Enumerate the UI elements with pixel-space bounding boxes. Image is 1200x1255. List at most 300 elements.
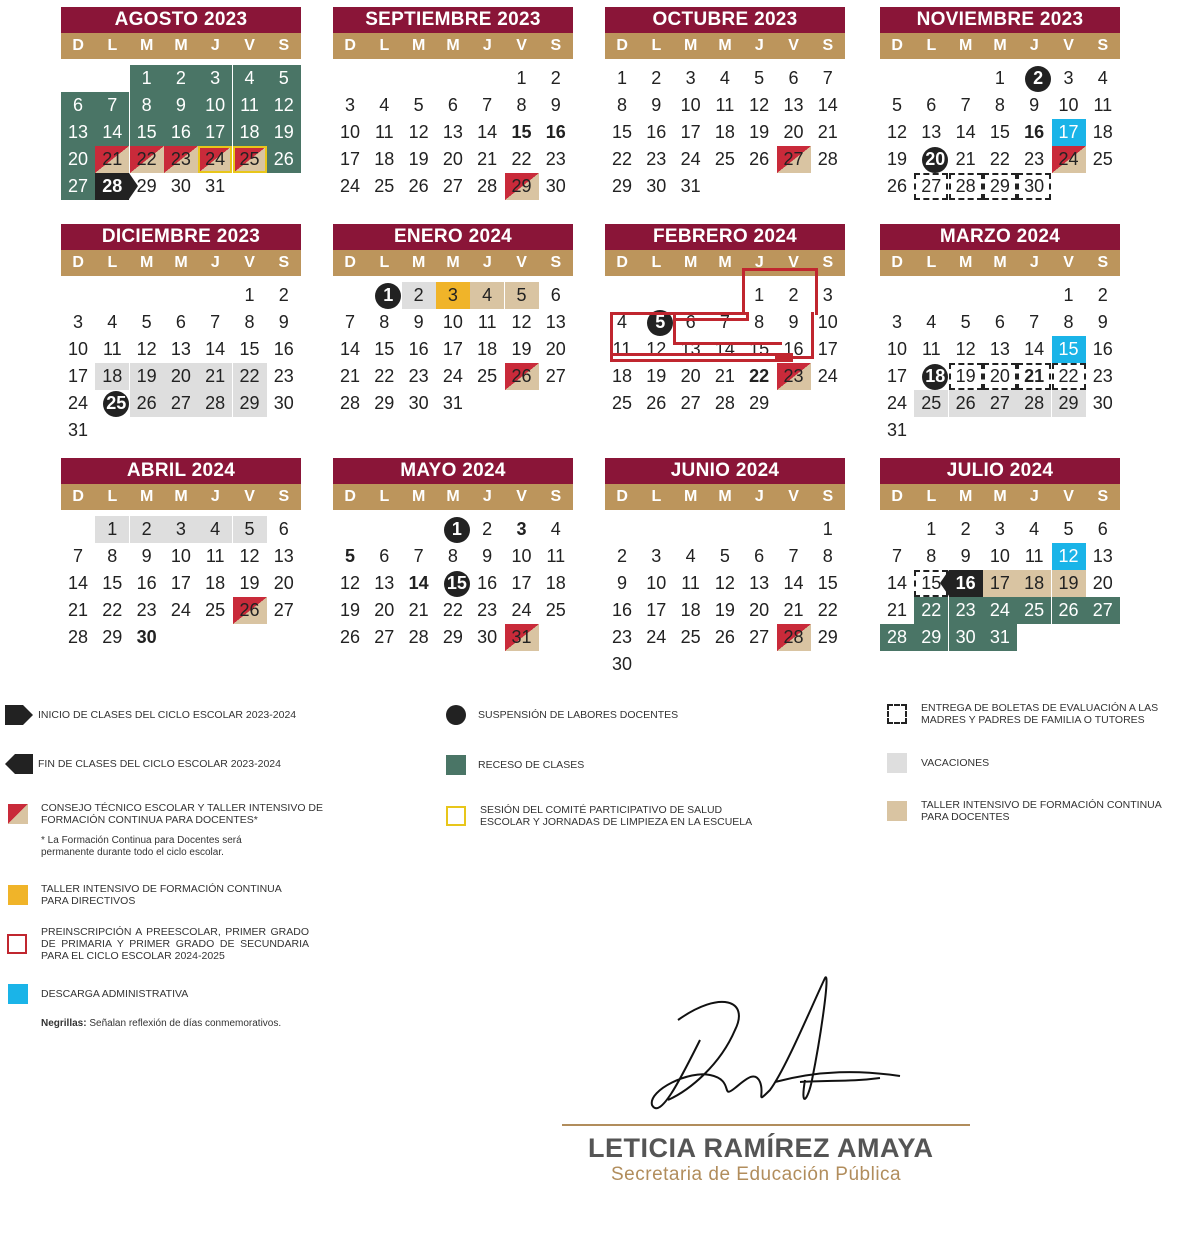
day-cell: 29	[749, 393, 770, 413]
day-cell: 29	[233, 390, 267, 417]
weekday-label: M	[959, 488, 973, 505]
day-cell: 7	[822, 68, 833, 88]
day-cell: 3	[1063, 68, 1074, 88]
day-cell: 3	[198, 65, 232, 92]
legend-taller-docentes: TALLER INTENSIVO DE FORMACIÓN CONTINUA PARA DOCENTES	[921, 799, 1162, 823]
day-cell: 19	[339, 600, 361, 620]
day-cell: 1	[130, 65, 164, 92]
day-cell: 6	[994, 312, 1005, 332]
month-title: ENERO 2024	[333, 224, 573, 250]
day-cell: 28	[408, 627, 429, 647]
day-cell: 13	[442, 122, 463, 142]
day-cell: 12	[646, 339, 667, 359]
day-cell: 24	[511, 600, 532, 620]
day-cell: 23	[408, 366, 429, 386]
day-cell: 10	[442, 312, 463, 332]
weekday-label: L	[107, 254, 118, 271]
weekday-label: V	[244, 37, 255, 54]
day-cell: 21	[198, 363, 232, 390]
weekday-label: J	[482, 254, 492, 271]
day-cell: 22	[611, 149, 633, 169]
day-cell: 1	[994, 68, 1005, 88]
signatory-role: Secretaria de Educación Pública	[611, 1164, 902, 1185]
day-cell: 30	[1017, 173, 1051, 200]
day-cell: 2	[402, 282, 436, 309]
day-cell: 4	[1029, 519, 1040, 539]
day-cell: 10	[886, 339, 908, 359]
month-title: SEPTIEMBRE 2023	[333, 7, 573, 33]
day-cell: 4	[1097, 68, 1108, 88]
legend-fin: FIN DE CLASES DEL CICLO ESCOLAR 2023-2024	[38, 758, 281, 770]
day-cell: 28	[67, 627, 89, 647]
consejo-icon	[8, 804, 28, 824]
day-cell: 2	[1097, 285, 1108, 305]
day-cell: 7	[482, 95, 493, 115]
day-cell: 27	[442, 176, 463, 196]
day-cell: 28	[95, 173, 129, 200]
day-cell: 16	[136, 573, 157, 593]
comite-icon	[446, 806, 466, 826]
day-cell: 10	[1058, 95, 1079, 115]
day-cell: 31	[67, 420, 89, 440]
day-cell: 3	[891, 312, 902, 332]
day-cell: 28	[477, 176, 498, 196]
day-cell: 21	[886, 600, 908, 620]
month-title: MARZO 2024	[880, 224, 1120, 250]
day-cell: 13	[374, 573, 395, 593]
day-grid	[61, 516, 301, 706]
weekday-header	[333, 250, 573, 276]
day-cell: 3	[685, 68, 696, 88]
weekday-label: M	[718, 488, 732, 505]
day-cell: 18	[545, 573, 566, 593]
day-cell: 8	[926, 546, 937, 566]
day-cell: 28	[777, 624, 811, 651]
month-title: JULIO 2024	[880, 458, 1120, 484]
day-grid	[605, 282, 845, 472]
day-cell: 30	[408, 393, 429, 413]
day-cell: 11	[715, 95, 735, 115]
legend-boletas: ENTREGA DE BOLETAS DE EVALUACIÓN A LAS MADRES Y PADRES DE FAMILIA O TUTORES	[921, 702, 1159, 726]
day-cell: 5	[719, 546, 730, 566]
month-septiembre-2023	[333, 7, 573, 255]
weekday-label: S	[550, 37, 562, 54]
day-cell: 11	[1093, 95, 1113, 115]
weekday-label: S	[822, 37, 834, 54]
weekday-label: S	[822, 254, 834, 271]
day-cell: 29	[914, 624, 948, 651]
day-cell: 14	[339, 339, 361, 359]
day-cell: 13	[61, 119, 95, 146]
weekday-label: M	[993, 254, 1007, 271]
day-cell: 23	[545, 149, 566, 169]
day-cell: 7	[719, 312, 730, 332]
day-cell: 1	[1063, 285, 1074, 305]
month-title: MAYO 2024	[333, 458, 573, 484]
day-cell: 9	[788, 312, 799, 332]
day-cell: 24	[170, 600, 191, 620]
day-cell: 23	[611, 627, 633, 647]
day-cell: 19	[749, 122, 770, 142]
weekday-label: D	[72, 488, 84, 505]
day-cell: 23	[273, 366, 294, 386]
weekday-label: D	[616, 254, 628, 271]
day-cell: 28	[949, 173, 983, 200]
weekday-header	[605, 484, 845, 510]
day-cell: 11	[546, 546, 566, 566]
day-cell: 15	[749, 339, 770, 359]
day-cell: 1	[375, 283, 401, 309]
weekday-header	[333, 484, 573, 510]
day-cell: 30	[477, 627, 498, 647]
legend-descarga: DESCARGA ADMINISTRATIVA	[41, 988, 189, 1000]
month-title: ABRIL 2024	[61, 458, 301, 484]
day-cell: 29	[983, 173, 1017, 200]
day-cell: 30	[273, 393, 294, 413]
day-cell: 1	[926, 519, 937, 539]
day-cell: 2	[164, 65, 198, 92]
day-cell: 2	[482, 519, 493, 539]
day-cell: 26	[646, 393, 667, 413]
weekday-header	[61, 250, 301, 276]
day-cell: 31	[983, 624, 1017, 651]
day-cell: 6	[379, 546, 390, 566]
day-cell: 20	[164, 363, 198, 390]
day-cell: 26	[267, 146, 301, 173]
legend-negrillas: Negrillas: Señalan reflexión de días conmemorativos.	[41, 1018, 282, 1029]
day-cell: 26	[233, 597, 267, 624]
weekday-label: D	[891, 254, 903, 271]
month-title: NOVIEMBRE 2023	[880, 7, 1120, 33]
day-cell: 18	[922, 364, 948, 390]
day-cell: 13	[749, 573, 770, 593]
day-cell: 9	[651, 95, 662, 115]
weekday-label: J	[754, 254, 764, 271]
day-cell: 22	[374, 366, 395, 386]
directivos-icon	[8, 885, 28, 905]
weekday-label: M	[140, 488, 154, 505]
day-cell: 11	[102, 339, 122, 359]
day-cell: 12	[339, 573, 361, 593]
day-cell: 6	[175, 312, 186, 332]
month-julio-2024	[880, 458, 1120, 706]
day-cell: 24	[983, 597, 1017, 624]
day-cell: 20	[783, 122, 804, 142]
day-cell: 3	[436, 282, 470, 309]
day-cell: 7	[344, 312, 355, 332]
weekday-label: L	[107, 37, 118, 54]
day-cell: 2	[616, 546, 627, 566]
day-cell: 4	[926, 312, 937, 332]
day-cell: 1	[616, 68, 627, 88]
day-cell: 20	[61, 146, 95, 173]
day-cell: 29	[442, 627, 463, 647]
weekday-label: V	[516, 37, 527, 54]
day-cell: 20	[273, 573, 294, 593]
day-cell: 1	[516, 68, 527, 88]
day-cell: 28	[198, 390, 232, 417]
weekday-label: J	[210, 254, 220, 271]
day-cell: 1	[754, 285, 765, 305]
day-cell: 20	[680, 366, 701, 386]
day-cell: 9	[960, 546, 971, 566]
day-cell: 1	[822, 519, 833, 539]
day-cell: 2	[278, 285, 289, 305]
day-cell: 10	[198, 92, 232, 119]
weekday-label: M	[412, 488, 426, 505]
day-cell: 23	[646, 149, 667, 169]
day-cell: 13	[783, 95, 804, 115]
day-cell: 22	[1052, 363, 1086, 390]
signature-line	[562, 1124, 970, 1126]
day-cell: 20	[749, 600, 770, 620]
day-cell: 20	[1092, 573, 1113, 593]
day-cell: 3	[651, 546, 662, 566]
day-cell: 30	[545, 176, 566, 196]
day-cell: 8	[1063, 312, 1074, 332]
day-cell: 19	[511, 339, 532, 359]
day-cell: 15	[444, 571, 470, 597]
day-cell: 6	[550, 285, 561, 305]
day-cell: 7	[891, 546, 902, 566]
day-cell: 24	[886, 393, 908, 413]
weekday-label: J	[1029, 37, 1039, 54]
day-cell: 7	[788, 546, 799, 566]
day-cell: 24	[1052, 146, 1086, 173]
day-cell: 7	[960, 95, 971, 115]
day-cell: 3	[994, 519, 1005, 539]
day-cell: 16	[545, 122, 566, 142]
day-cell: 26	[949, 390, 983, 417]
day-cell: 31	[680, 176, 701, 196]
day-cell: 30	[170, 176, 191, 196]
day-cell: 26	[749, 149, 770, 169]
day-cell: 28	[714, 393, 735, 413]
day-cell: 14	[95, 119, 129, 146]
month-title: AGOSTO 2023	[61, 7, 301, 33]
day-cell: 31	[442, 393, 463, 413]
month-title: DICIEMBRE 2023	[61, 224, 301, 250]
day-cell: 24	[442, 366, 463, 386]
month-noviembre-2023	[880, 7, 1120, 255]
month-title: FEBRERO 2024	[605, 224, 845, 250]
day-cell: 18	[680, 600, 701, 620]
preinscripcion-icon	[7, 934, 27, 954]
day-cell: 5	[344, 546, 355, 566]
day-cell: 16	[611, 600, 633, 620]
day-cell: 15	[1052, 336, 1086, 363]
weekday-label: D	[616, 37, 628, 54]
day-cell: 17	[983, 570, 1017, 597]
day-cell: 6	[788, 68, 799, 88]
day-cell: 18	[1017, 570, 1051, 597]
day-grid	[880, 282, 1120, 472]
day-cell: 12	[749, 95, 770, 115]
weekday-label: S	[550, 254, 562, 271]
day-cell: 4	[719, 68, 730, 88]
day-cell: 8	[994, 95, 1005, 115]
weekday-label: M	[140, 37, 154, 54]
weekday-label: J	[754, 37, 764, 54]
day-cell: 3	[164, 516, 198, 543]
day-cell: 17	[886, 366, 908, 386]
weekday-label: D	[891, 37, 903, 54]
day-cell: 30	[949, 624, 983, 651]
weekday-label: V	[788, 254, 799, 271]
weekday-label: L	[926, 254, 937, 271]
day-cell: 18	[714, 122, 735, 142]
weekday-label: V	[1063, 254, 1074, 271]
day-cell: 24	[339, 176, 361, 196]
day-cell: 22	[989, 149, 1010, 169]
day-cell: 6	[685, 312, 696, 332]
day-cell: 21	[408, 600, 429, 620]
day-cell: 12	[886, 122, 908, 142]
day-cell: 22	[817, 600, 838, 620]
day-grid	[333, 282, 573, 472]
day-cell: 5	[647, 310, 673, 336]
weekday-label: V	[1063, 488, 1074, 505]
day-cell: 12	[955, 339, 976, 359]
legend-receso: RECESO DE CLASES	[478, 759, 585, 771]
day-cell: 14	[955, 122, 976, 142]
weekday-label: D	[72, 37, 84, 54]
day-cell: 26	[339, 627, 361, 647]
day-cell: 21	[817, 122, 838, 142]
weekday-label: M	[684, 37, 698, 54]
day-cell: 3	[72, 312, 83, 332]
day-cell: 27	[749, 627, 770, 647]
day-cell: 3	[516, 519, 527, 539]
day-cell: 5	[505, 282, 539, 309]
weekday-header	[880, 33, 1120, 59]
day-cell: 12	[239, 546, 260, 566]
day-cell: 14	[205, 339, 226, 359]
day-cell: 8	[822, 546, 833, 566]
day-cell: 4	[198, 516, 232, 543]
day-cell: 13	[273, 546, 294, 566]
day-cell: 11	[205, 546, 225, 566]
day-cell: 27	[914, 173, 948, 200]
day-cell: 29	[374, 393, 395, 413]
day-cell: 6	[278, 519, 289, 539]
day-cell: 21	[1017, 363, 1051, 390]
day-cell: 25	[611, 393, 633, 413]
day-cell: 8	[616, 95, 627, 115]
day-cell: 13	[921, 122, 942, 142]
day-cell: 13	[545, 312, 566, 332]
day-cell: 10	[680, 95, 701, 115]
weekday-label: M	[174, 37, 188, 54]
day-cell: 17	[1052, 119, 1086, 146]
day-cell: 23	[136, 600, 157, 620]
day-cell: 18	[1092, 122, 1113, 142]
day-cell: 16	[273, 339, 294, 359]
weekday-label: J	[482, 488, 492, 505]
day-cell: 18	[205, 573, 226, 593]
month-abril-2024	[61, 458, 301, 706]
day-cell: 16	[477, 573, 498, 593]
weekday-header	[605, 33, 845, 59]
month-febrero-2024	[605, 224, 845, 472]
day-cell: 12	[408, 122, 429, 142]
weekday-label: M	[718, 37, 732, 54]
day-cell: 8	[754, 312, 765, 332]
day-cell: 19	[949, 363, 983, 390]
day-cell: 25	[233, 146, 267, 173]
weekday-label: J	[1029, 254, 1039, 271]
day-cell: 9	[278, 312, 289, 332]
day-cell: 4	[616, 312, 627, 332]
day-cell: 2	[960, 519, 971, 539]
day-cell: 24	[646, 627, 667, 647]
day-cell: 20	[374, 600, 395, 620]
legend-suspension: SUSPENSIÓN DE LABORES DOCENTES	[478, 709, 679, 721]
day-cell: 8	[516, 95, 527, 115]
day-cell: 12	[714, 573, 735, 593]
day-cell: 20	[545, 339, 566, 359]
fin-icon	[5, 754, 25, 774]
day-cell: 9	[1029, 95, 1040, 115]
day-cell: 13	[1092, 546, 1113, 566]
weekday-label: J	[210, 37, 220, 54]
day-cell: 6	[447, 95, 458, 115]
day-cell: 11	[921, 339, 941, 359]
day-cell: 14	[67, 573, 89, 593]
day-cell: 4	[379, 95, 390, 115]
day-cell: 8	[244, 312, 255, 332]
day-cell: 7	[95, 92, 129, 119]
day-cell: 9	[550, 95, 561, 115]
day-cell: 5	[891, 95, 902, 115]
day-cell: 4	[685, 546, 696, 566]
day-cell: 19	[714, 600, 735, 620]
weekday-label: M	[446, 37, 460, 54]
day-grid	[333, 516, 573, 706]
weekday-header	[61, 33, 301, 59]
month-diciembre-2023	[61, 224, 301, 472]
month-mayo-2024	[333, 458, 573, 706]
day-cell: 19	[130, 363, 164, 390]
day-cell: 6	[61, 92, 95, 119]
day-cell: 19	[267, 119, 301, 146]
weekday-label: V	[244, 254, 255, 271]
day-cell: 23	[164, 146, 198, 173]
day-cell: 24	[198, 146, 232, 173]
weekday-label: M	[684, 254, 698, 271]
day-cell: 17	[170, 573, 191, 593]
day-cell: 4	[107, 312, 118, 332]
day-cell: 29	[817, 627, 838, 647]
legend-consejo: CONSEJO TÉCNICO ESCOLAR Y TALLER INTENSIVO DE FORMACIÓN CONTINUA PARA DOCENTES*	[41, 802, 324, 826]
day-cell: 10	[67, 339, 89, 359]
receso-icon	[446, 755, 466, 775]
day-cell: 11	[477, 312, 497, 332]
day-cell: 27	[164, 390, 198, 417]
day-cell: 8	[130, 92, 164, 119]
day-cell: 29	[1052, 390, 1086, 417]
day-cell: 1	[244, 285, 255, 305]
weekday-label: V	[788, 37, 799, 54]
descarga-icon	[8, 984, 28, 1004]
day-cell: 19	[408, 149, 429, 169]
weekday-label: M	[174, 488, 188, 505]
weekday-label: D	[616, 488, 628, 505]
day-cell: 21	[95, 146, 129, 173]
day-cell: 19	[886, 149, 908, 169]
day-cell: 10	[170, 546, 191, 566]
day-cell: 6	[754, 546, 765, 566]
